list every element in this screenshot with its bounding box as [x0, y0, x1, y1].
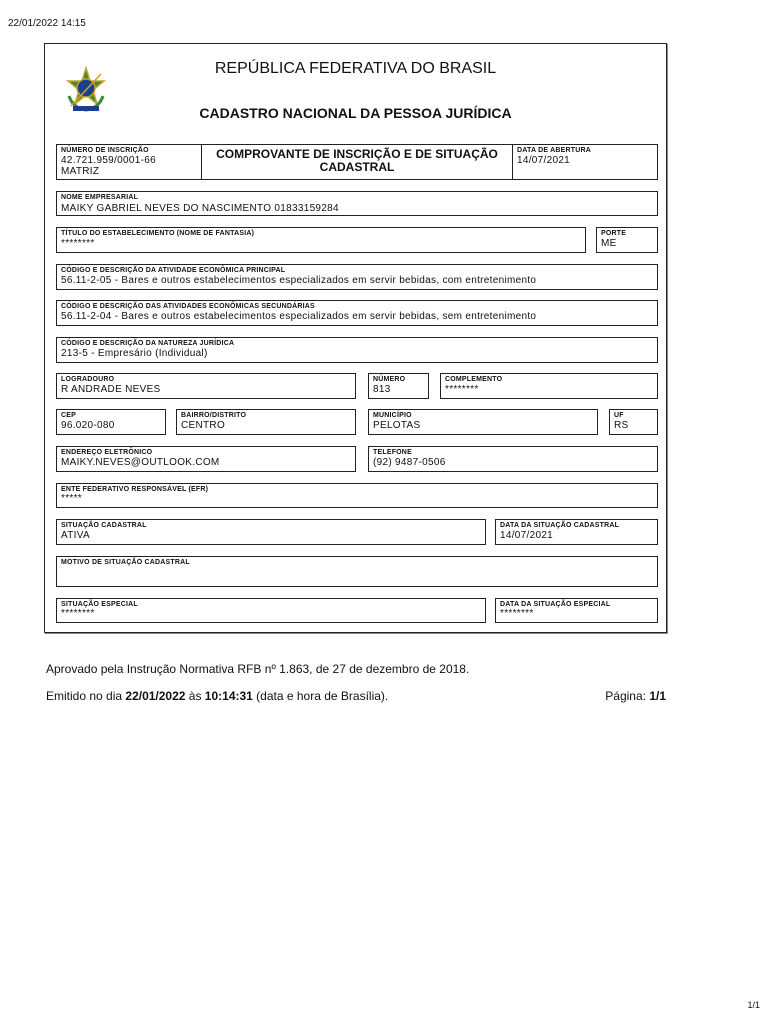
- telefone-value: (92) 9487-0506: [373, 457, 446, 468]
- numero-label: NÚMERO: [373, 376, 406, 383]
- efr-box: [56, 483, 658, 508]
- telefone-label: TELEFONE: [373, 449, 412, 456]
- cep-box: [56, 409, 166, 435]
- natureza-juridica-box: [56, 337, 658, 363]
- nome-empresarial-label: NOME EMPRESARIAL: [61, 194, 139, 201]
- situacao-cadastral-value: ATIVA: [61, 530, 90, 541]
- complemento-box: [440, 373, 658, 399]
- municipio-label: MUNICÍPIO: [373, 412, 412, 419]
- logradouro-box: [56, 373, 356, 399]
- page-title: REPÚBLICA FEDERATIVA DO BRASIL: [214, 60, 497, 77]
- uf-value: RS: [614, 420, 629, 431]
- data-situacao-especial-value: ********: [500, 608, 534, 619]
- pagina-text: [560, 689, 666, 703]
- page-subtitle: CADASTRO NACIONAL DA PESSOA JURÍDICA: [199, 105, 512, 121]
- emitido-prefix: Emitido no dia: [46, 689, 126, 703]
- emitido-text: [46, 689, 388, 703]
- emitido-mid: às: [185, 689, 205, 703]
- emitido-date: 22/01/2022: [125, 689, 186, 703]
- fantasia-box: [56, 227, 586, 253]
- data-situacao-cadastral-box: [495, 519, 658, 545]
- inscricao-type: MATRIZ: [61, 166, 100, 177]
- atividades-secundarias-label: CÓDIGO E DESCRIÇÃO DAS ATIVIDADES ECONÔMICAS SECUNDÁRIAS: [61, 303, 315, 310]
- situacao-cadastral-box: [56, 519, 486, 545]
- comprovante-title-line1: COMPROVANTE DE INSCRIÇÃO E DE SITUAÇÃO: [216, 147, 498, 161]
- data-situacao-cadastral-label: DATA DA SITUAÇÃO CADASTRAL: [500, 522, 620, 529]
- situacao-especial-label: SITUAÇÃO ESPECIAL: [61, 601, 138, 608]
- email-label: ENDEREÇO ELETRÔNICO: [61, 449, 153, 456]
- bairro-box: [176, 409, 356, 435]
- bairro-label: BAIRRO/DISTRITO: [181, 412, 247, 419]
- page-counter: 1/1: [747, 1000, 760, 1010]
- numero-value: 813: [373, 384, 391, 395]
- nome-empresarial-box: [56, 191, 658, 216]
- email-box: [56, 446, 356, 472]
- porte-value: ME: [601, 238, 617, 249]
- complemento-value: ********: [445, 384, 479, 395]
- emitido-suffix: (data e hora de Brasília).: [252, 689, 389, 703]
- atividades-secundarias-value: 56.11-2-04 - Bares e outros estabelecimentos especializados em servir bebidas, sem entretenimento: [61, 311, 537, 322]
- cep-label: CEP: [61, 412, 76, 419]
- natureza-juridica-value: 213-5 - Empresário (Individual): [61, 348, 208, 359]
- situacao-especial-box: [56, 598, 486, 623]
- emitido-time: 10:14:31: [204, 689, 253, 703]
- data-situacao-especial-label: DATA DA SITUAÇÃO ESPECIAL: [500, 601, 611, 608]
- logradouro-label: LOGRADOURO: [61, 376, 115, 383]
- situacao-especial-value: ********: [61, 608, 95, 619]
- motivo-situacao-label: MOTIVO DE SITUAÇÃO CADASTRAL: [61, 559, 190, 566]
- pagina-label: Página:: [605, 689, 650, 703]
- cep-value: 96.020-080: [61, 420, 115, 431]
- abertura-label: DATA DE ABERTURA: [517, 147, 591, 154]
- atividade-principal-box: [56, 264, 658, 290]
- data-situacao-especial-box: [495, 598, 658, 623]
- comprovante-title-line2: CADASTRAL: [319, 160, 395, 174]
- efr-label: ENTE FEDERATIVO RESPONSÁVEL (EFR): [61, 486, 209, 493]
- motivo-situacao-box: [56, 556, 658, 587]
- numero-box: [368, 373, 429, 399]
- uf-label: UF: [614, 412, 624, 419]
- porte-box: [596, 227, 658, 253]
- municipio-box: [368, 409, 598, 435]
- fantasia-value: ********: [61, 238, 95, 249]
- efr-value: *****: [61, 493, 82, 504]
- pagina-value: 1/1: [649, 689, 666, 703]
- inscricao-label: NÚMERO DE INSCRIÇÃO: [61, 147, 149, 154]
- porte-label: PORTE: [601, 230, 627, 237]
- atividade-principal-label: CÓDIGO E DESCRIÇÃO DA ATIVIDADE ECONÔMICA PRINCIPAL: [61, 267, 286, 274]
- abertura-value: 14/07/2021: [517, 155, 571, 166]
- inscricao-number: 42.721.959/0001-66: [61, 155, 156, 166]
- municipio-value: PELOTAS: [373, 420, 421, 431]
- nome-empresarial-value: MAIKY GABRIEL NEVES DO NASCIMENTO 01833159284: [61, 203, 339, 214]
- data-situacao-cadastral-value: 14/07/2021: [500, 530, 554, 541]
- bairro-value: CENTRO: [181, 420, 226, 431]
- situacao-cadastral-label: SITUAÇÃO CADASTRAL: [61, 522, 147, 529]
- logradouro-value: R ANDRADE NEVES: [61, 384, 161, 395]
- email-value: MAIKY.NEVES@OUTLOOK.COM: [61, 457, 220, 468]
- atividades-secundarias-box: [56, 300, 658, 326]
- uf-box: [609, 409, 658, 435]
- comprovante-box: [201, 144, 513, 180]
- telefone-box: [368, 446, 658, 472]
- atividade-principal-value: 56.11-2-05 - Bares e outros estabelecimentos especializados em servir bebidas, com entretenimento: [61, 275, 537, 286]
- aprovado-text: Aprovado pela Instrução Normativa RFB nº 1.863, de 27 de dezembro de 2018.: [46, 662, 470, 676]
- print-timestamp: 22/01/2022 14:15: [8, 18, 86, 29]
- complemento-label: COMPLEMENTO: [445, 376, 503, 383]
- natureza-juridica-label: CÓDIGO E DESCRIÇÃO DA NATUREZA JURÍDICA: [61, 340, 235, 347]
- inscricao-box: [56, 144, 202, 180]
- abertura-box: [512, 144, 658, 180]
- fantasia-label: TÍTULO DO ESTABELECIMENTO (NOME DE FANTASIA): [61, 230, 255, 237]
